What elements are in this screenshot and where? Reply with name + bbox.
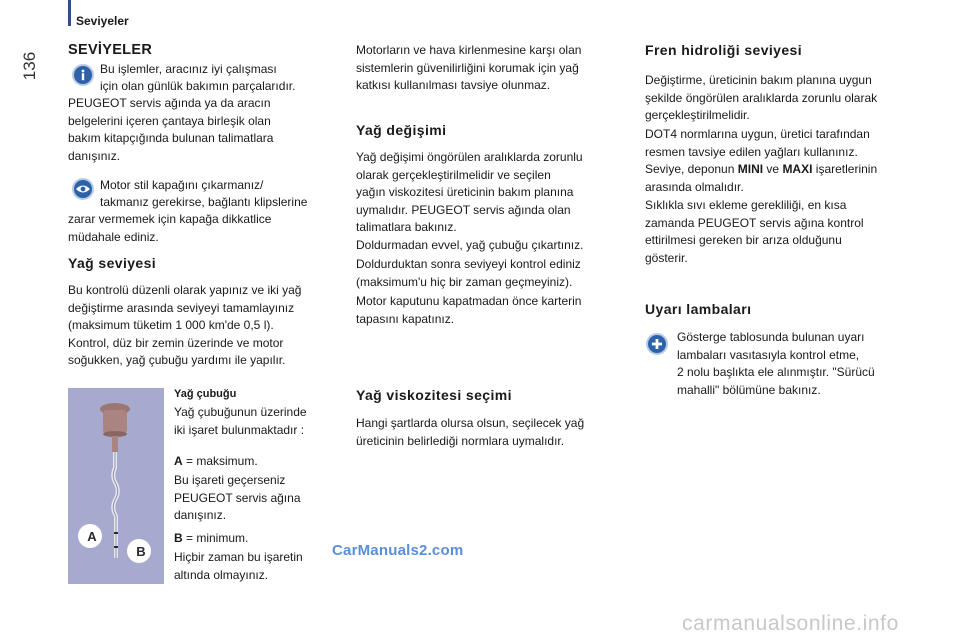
text-line: talimatlara bakınız. (356, 220, 457, 234)
brake-p2 (645, 126, 870, 161)
dipstick-intro (174, 404, 307, 439)
text-line: Motor kaputunu kapatmadan önce karterin (356, 294, 582, 308)
text-line: Doldurmadan evvel, yağ çubuğu çıkartınız. (356, 238, 584, 252)
text-line: Değiştirme, üreticinin bakım planına uygun (645, 73, 872, 87)
text-line: 2 nolu başlıkta ele alınmıştır. "Sürücü (677, 365, 875, 379)
mark-b-note (174, 549, 303, 584)
text-line: Hangi şartlarda olursa olsun, seçilecek yağ (356, 416, 585, 430)
mark-b-text: = minimum. (182, 531, 249, 545)
text-line: iki işaret bulunmaktadır : (174, 422, 305, 437)
warn-note-line2: takmanız gerekirse, bağlantı klipslerine (100, 195, 308, 209)
text-line: tapasını kapatınız. (356, 311, 455, 326)
text-line: PEUGEOT servis ağında ya da aracın (68, 96, 271, 110)
info-note-line2: için olan günlük bakımın parçalarıdır. (100, 79, 296, 93)
figure-label-a: A (87, 529, 97, 544)
text-line: Motorların ve hava kirlenmesine karşı olan (356, 43, 582, 57)
oil-level-text (68, 282, 301, 370)
page-number: 136 (20, 51, 39, 81)
plus-icon (646, 333, 668, 355)
text-line: Hiçbir zaman bu işaretin (174, 550, 303, 564)
text-line: Sıklıkla sıvı ekleme gerekliliği, en kısa (645, 198, 847, 212)
figure-label-b: B (136, 544, 146, 559)
info-icon (72, 64, 94, 86)
mark-b-letter: B (174, 531, 183, 545)
text-line: gösterir. (645, 250, 688, 265)
text-line: Kontrol, düz bir zemin üzerinde ve motor (68, 335, 284, 350)
text-line: soğukken, yağ çubuğu yardımı ile yapılır. (68, 353, 286, 367)
info-note-rest (68, 95, 273, 165)
brake-p3 (645, 161, 877, 196)
info-note-line1: Bu işlemler, aracınız iyi çalışması (100, 62, 277, 76)
main-heading: SEVİYELER (68, 42, 153, 58)
text-line: Yağ değişimi öngörülen aralıklarda zorunlu (356, 150, 583, 164)
header-accent-bar (68, 0, 71, 26)
text-line: ettirilmesi gereken bir arıza olduğunu (645, 233, 842, 247)
warning-lamps-heading: Uyarı lambaları (645, 301, 752, 317)
additive-intro (356, 42, 581, 95)
mark-a-line (174, 453, 258, 471)
oil-change-p4 (356, 293, 581, 328)
text-line: PEUGEOT servis ağına (174, 490, 301, 505)
viscosity-text (356, 415, 584, 450)
text-line: (maksimum tüketim 1 000 km'de 0,5 l). (68, 318, 274, 332)
mark-a-letter: A (174, 454, 183, 468)
mini-mark: MINI (737, 162, 764, 176)
text-line: değiştirme arasında seviyeyi tamamlayınız (68, 300, 295, 315)
dipstick-title: Yağ çubuğu (174, 388, 237, 400)
text-line: yağın viskozitesi üreticinin bakım planına (356, 185, 574, 199)
text-line: gerçekleştirilmelidir. (645, 108, 750, 122)
text-line: zarar vermemek için kapağa dikkatlice (68, 212, 272, 226)
text-line: uymalıdır. PEUGEOT servis ağında olan (356, 202, 571, 217)
text-line: olarak gerçekleştirilmelidir ve seçilen (356, 167, 551, 182)
text-line (645, 161, 877, 179)
text-line: danışınız. (68, 148, 121, 163)
warning-lamps-text (677, 329, 875, 399)
text-line: lambaları vasıtasıyla kontrol etme, (677, 347, 860, 362)
brake-p4 (645, 197, 864, 267)
mark-a-text: = maksimum. (182, 454, 258, 468)
oil-change-p2 (356, 237, 583, 255)
text-line: (maksimum'u hiç bir zaman geçmeyiniz). (356, 274, 573, 289)
mark-a-note (174, 472, 301, 525)
text-line: şekilde öngörülen aralıklarda zorunlu olarak (645, 90, 878, 105)
oil-change-p3 (356, 256, 581, 291)
text-line: Bu işareti geçerseniz (174, 473, 286, 487)
oil-change-p1 (356, 149, 583, 237)
brake-fluid-heading: Fren hidroliği seviyesi (645, 42, 803, 58)
text-line: Yağ çubuğunun üzerinde (174, 405, 307, 419)
viscosity-heading: Yağ viskozitesi seçimi (356, 387, 512, 403)
text-line: Doldurduktan sonra seviyeyi kontrol ediniz (356, 257, 581, 271)
oil-level-heading: Yağ seviyesi (68, 255, 157, 271)
maxi-mark: MAXI (782, 162, 813, 176)
text-line: üreticinin belirlediği normlara uymalıdır. (356, 433, 565, 448)
brake-p1 (645, 72, 877, 125)
text-line: sistemlerin güvenilirliğini korumak için yağ (356, 60, 579, 75)
watermark-carmanualsonline: carmanualsonline.info (682, 612, 899, 635)
text-line: Gösterge tablosunda bulunan uyarı (677, 330, 865, 344)
text-line: danışınız. (174, 508, 227, 522)
text-fragment: Seviye, deponun (645, 162, 738, 176)
text-line: Bu kontrolü düzenli olarak yapınız ve iki yağ (68, 283, 302, 297)
text-line: altında olmayınız. (174, 567, 269, 582)
section-title: Seviyeler (76, 14, 129, 28)
text-line: katkısı kullanılması tavsiye olunmaz. (356, 78, 551, 92)
page-number-block (20, 48, 40, 84)
warn-note-line1: Motor stil kapağını çıkarmanız/ (100, 178, 264, 192)
text-line: belgelerini içeren çantaya birleşik olan (68, 113, 271, 128)
text-fragment: ve (763, 162, 783, 176)
text-line: arasında olmalıdır. (645, 179, 744, 194)
eye-icon (72, 178, 94, 200)
text-line: zamanda PEUGEOT servis ağına kontrol (645, 215, 864, 230)
oil-change-heading: Yağ değişimi (356, 122, 447, 138)
text-line: resmen tavsiye edilen yağları kullanınız. (645, 144, 858, 159)
text-line: mahalli" bölümüne bakınız. (677, 382, 821, 397)
text-fragment: işaretlerinin (812, 162, 878, 176)
watermark-carmanuals2: CarManuals2.com (332, 542, 464, 559)
text-line: DOT4 normlarına uygun, üretici tarafından (645, 127, 870, 141)
text-line: müdahale ediniz. (68, 229, 159, 244)
warn-note-rest (68, 211, 271, 246)
mark-b-line (174, 530, 248, 548)
text-line: bakım kitapçığında bulunan talimatlara (68, 131, 274, 145)
